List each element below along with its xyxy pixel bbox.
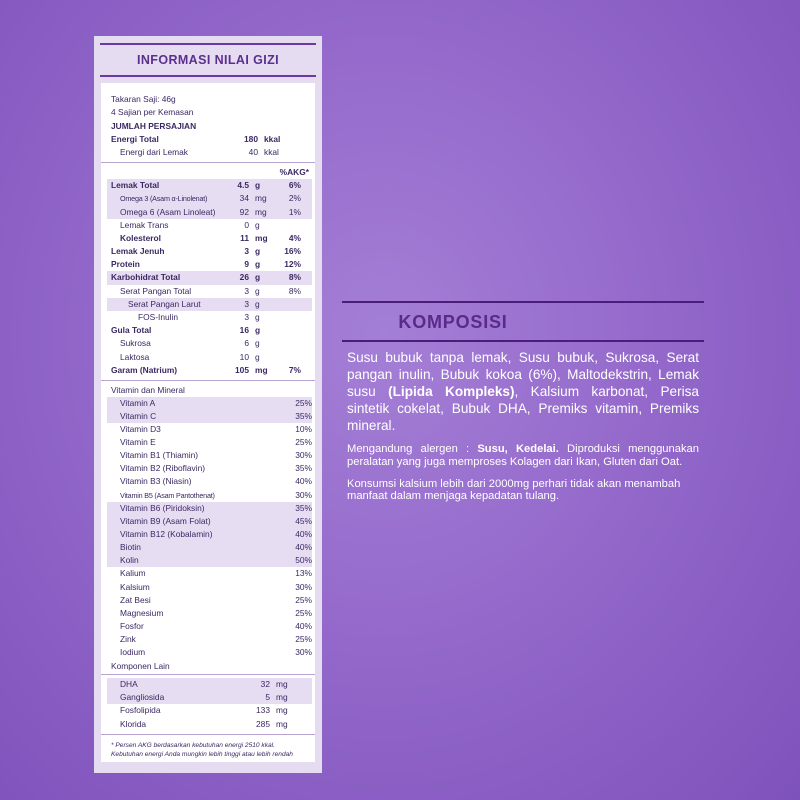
vitamin-row <box>107 502 312 515</box>
nutrient-unit: g <box>255 285 260 296</box>
amount-header: JUMLAH PERSAJIAN <box>111 121 197 132</box>
vitamin-name: Kalsium <box>120 581 150 592</box>
nutrient-row <box>111 351 312 364</box>
vitamin-row <box>111 489 312 502</box>
nutrient-name: Garam (Natrium) <box>111 364 178 375</box>
vitamin-akg: 30% <box>295 581 312 592</box>
nutrient-name: FOS-Inulin <box>138 312 179 323</box>
vitamin-akg: 25% <box>295 397 312 408</box>
vitamin-name: Magnesium <box>120 607 164 618</box>
component-row <box>111 718 312 731</box>
nutrient-name: Gula Total <box>111 325 152 336</box>
nutrient-name: Laktosa <box>120 351 150 362</box>
nutrient-row <box>111 324 312 337</box>
component-list <box>111 678 312 731</box>
nutrient-name: Lemak Total <box>111 180 160 191</box>
vitamin-akg: 25% <box>295 607 312 618</box>
energy-total-unit: kkal <box>264 133 281 144</box>
nutrition-facts-panel <box>94 36 322 773</box>
nutrient-amount: 6 <box>244 338 249 349</box>
nutrient-name: Karbohidrat Total <box>111 272 181 283</box>
komposisi-title: KOMPOSISI <box>398 312 508 332</box>
nutrient-unit: mg <box>255 232 268 243</box>
vitamin-akg: 40% <box>295 620 312 631</box>
nutrient-amount: 3 <box>244 312 249 323</box>
footnote: * Persen AKG berdasarkan kebutuhan energi 2510 kkal. Kebutuhan energi Anda mungkin lebih tinggi atau lebih rendah <box>111 741 293 759</box>
vitamin-row <box>111 423 312 436</box>
nutrient-amount: 3 <box>244 246 249 257</box>
components-header: Komponen Lain <box>111 661 170 672</box>
divider <box>101 162 315 163</box>
vitamin-row <box>107 410 312 423</box>
vitamin-row <box>111 633 312 646</box>
component-row <box>107 691 312 704</box>
vitamin-list <box>111 397 312 660</box>
nutrition-table <box>101 83 315 762</box>
component-unit: mg <box>276 705 288 716</box>
nutrient-akg <box>272 324 301 337</box>
nutrient-name: Omega 3 (Asam α-Linolenat) <box>120 194 208 204</box>
nutrient-amount: 11 <box>240 232 249 243</box>
vitamin-row <box>111 594 312 607</box>
nutrient-unit: g <box>255 219 260 230</box>
nutrient-amount: 105 <box>235 364 249 375</box>
vitamin-name: Vitamin B6 (Piridoksin) <box>120 502 205 513</box>
nutrient-row <box>107 192 312 205</box>
vitamins-header: Vitamin dan Mineral <box>111 384 185 395</box>
nutrient-akg <box>272 351 301 364</box>
akg-header-row <box>111 166 312 179</box>
akg-header: %AKG* <box>279 167 309 178</box>
component-amount: 285 <box>256 718 270 729</box>
nutrient-unit: mg <box>255 206 267 217</box>
nutrient-name: Sukrosa <box>120 338 151 349</box>
vitamin-akg: 40% <box>295 476 312 487</box>
vitamin-akg: 35% <box>295 410 312 421</box>
component-row <box>107 678 312 691</box>
nutrient-unit: g <box>255 272 261 283</box>
nutrient-name: Kolesterol <box>120 232 161 243</box>
component-amount: 5 <box>265 692 270 703</box>
nutrient-amount: 9 <box>244 259 249 270</box>
nutrient-akg <box>272 298 301 311</box>
energy-total-amount: 180 <box>244 133 258 144</box>
component-amount: 133 <box>256 705 270 716</box>
nutrient-akg: 2% <box>288 193 301 204</box>
allergen-suffix: Diproduksi menggunakan peralatan yang juga memproses Kolagen dari Ikan, Gluten dari Oat. <box>347 443 700 469</box>
vitamin-row <box>111 475 312 488</box>
vitamin-row <box>111 607 312 620</box>
vitamin-row <box>107 528 312 541</box>
component-unit: mg <box>276 678 288 689</box>
vitamin-row <box>111 567 312 580</box>
component-name: Fosfolipida <box>120 705 161 716</box>
vitamin-row <box>111 436 312 449</box>
vitamin-akg: 30% <box>295 450 312 461</box>
vitamin-row <box>107 515 312 528</box>
nutrient-akg: 16% <box>284 246 301 257</box>
vitamin-akg: 40% <box>295 542 312 553</box>
nutrient-name: Lemak Jenuh <box>111 246 165 257</box>
component-row <box>111 704 312 717</box>
vitamin-row <box>111 581 312 594</box>
vitamin-name: Vitamin E <box>120 436 156 447</box>
nutrient-unit: g <box>255 246 261 257</box>
nutrient-amount: 4.5 <box>237 180 249 191</box>
vitamin-akg: 25% <box>295 594 312 605</box>
nutrient-row <box>111 337 312 350</box>
nutrient-unit: g <box>255 259 261 270</box>
ingredients-text-2: , Kalsium karbonat, Perisa sintetik cokelat, Bubuk DHA, Premiks vitamin, Premiks mineral. <box>347 384 699 434</box>
ingredients-paragraph <box>347 349 699 434</box>
nutrient-row <box>107 271 312 284</box>
vitamin-name: Kalium <box>120 568 146 579</box>
divider <box>101 674 315 675</box>
vitamin-name: Fosfor <box>120 620 144 631</box>
energy-fat-unit: kkal <box>264 146 279 157</box>
component-amount: 32 <box>260 678 270 689</box>
component-name: Klorida <box>120 718 147 729</box>
vitamin-name: Kolin <box>120 555 139 566</box>
nutrient-name: Omega 6 (Asam Linoleat) <box>120 206 216 217</box>
nutrient-akg: 7% <box>288 364 301 375</box>
vitamin-akg: 45% <box>295 515 312 526</box>
vitamin-row <box>111 620 312 633</box>
divider <box>101 380 315 381</box>
nutrient-akg: 6% <box>288 180 301 191</box>
calcium-note: Konsumsi kalsium lebih dari 2000mg perhari tidak akan menambah manfaat dalam menjaga kepadatan tulang. <box>347 477 681 503</box>
nutrient-unit: g <box>255 180 261 191</box>
nutrient-amount: 34 <box>239 193 249 204</box>
nutrient-row <box>107 179 312 192</box>
vitamin-akg: 30% <box>295 489 312 500</box>
vitamin-row <box>107 397 312 410</box>
component-unit: mg <box>276 718 288 729</box>
vitamin-row <box>111 646 312 659</box>
energy-fat-row <box>111 146 312 159</box>
nutrient-name: Protein <box>111 259 140 270</box>
nutrient-amount: 0 <box>244 219 249 230</box>
vitamin-akg: 35% <box>295 463 312 474</box>
nutrient-amount: 10 <box>239 351 249 362</box>
vitamin-name: Vitamin A <box>120 397 156 408</box>
panel-header <box>100 43 316 77</box>
nutrient-unit: g <box>255 338 260 349</box>
vitamin-akg: 40% <box>295 528 312 539</box>
energy-fat-amount: 40 <box>248 146 258 157</box>
vitamin-name: Vitamin B2 (Riboflavin) <box>120 463 206 474</box>
allergen-paragraph <box>347 443 699 468</box>
nutrient-amount: 3 <box>244 285 249 296</box>
nutrient-row <box>111 245 312 258</box>
vitamin-row <box>111 462 312 475</box>
component-name: DHA <box>120 678 138 689</box>
akg-header-spacer <box>111 166 272 179</box>
nutrient-row <box>111 232 312 245</box>
allergen-prefix: Mengandung alergen : <box>347 443 478 456</box>
servings-per-pack: 4 Sajian per Kemasan <box>111 106 194 117</box>
vitamin-name: Vitamin C <box>120 410 157 421</box>
allergen-bold: Susu, Kedelai. <box>477 443 559 456</box>
komposisi-top-rule <box>342 301 704 303</box>
vitamin-name: Vitamin B5 (Asam Pantothenat) <box>120 490 215 500</box>
nutrient-akg <box>272 219 301 232</box>
nutrient-name: Serat Pangan Larut <box>128 298 201 309</box>
nutrient-unit: g <box>255 351 260 362</box>
vitamin-row <box>111 449 312 462</box>
nutrient-list <box>111 179 312 377</box>
ingredients-text-1: Susu bubuk tanpa lemak, Susu bubuk, Sukrosa, Serat pangan inulin, Bubuk kokoa (6%), Maltodekstrin, Lemak susu <box>347 350 699 400</box>
nutrient-row <box>111 258 312 271</box>
nutrient-amount: 26 <box>239 272 249 283</box>
nutrient-amount: 3 <box>244 298 249 309</box>
nutrient-row <box>111 285 312 298</box>
nutrient-akg: 4% <box>288 232 301 243</box>
nutrient-akg <box>272 337 301 350</box>
komposisi-text <box>347 349 699 503</box>
nutrient-row <box>107 206 312 219</box>
energy-total-row <box>111 133 312 146</box>
nutrient-row <box>111 219 312 232</box>
nutrient-akg: 8% <box>288 272 301 283</box>
nutrient-unit: g <box>255 325 261 336</box>
vitamin-akg: 13% <box>295 568 312 579</box>
nutrient-amount: 92 <box>239 206 249 217</box>
nutrient-unit: mg <box>255 364 268 375</box>
vitamin-name: Vitamin B3 (Niasin) <box>120 476 192 487</box>
vitamin-row <box>107 541 312 554</box>
nutrient-akg: 12% <box>284 259 301 270</box>
ingredients-bold: (Lipida Kompleks) <box>388 384 515 400</box>
nutrient-row <box>111 311 312 324</box>
vitamin-row <box>107 554 312 567</box>
vitamin-akg: 35% <box>295 502 312 513</box>
vitamin-name: Zink <box>120 634 136 645</box>
nutrient-name: Lemak Trans <box>120 219 169 230</box>
nutrient-akg <box>272 311 301 324</box>
panel-title: INFORMASI NILAI GIZI <box>136 53 280 67</box>
komposisi-bottom-rule <box>342 340 704 342</box>
nutrient-amount: 16 <box>239 325 249 336</box>
vitamin-akg: 50% <box>295 555 312 566</box>
energy-total-name: Energi Total <box>111 133 159 144</box>
vitamin-akg: 10% <box>295 423 312 434</box>
vitamin-name: Zat Besi <box>120 594 151 605</box>
vitamin-name: Biotin <box>120 542 141 553</box>
nutrient-row <box>111 364 312 377</box>
energy-fat-name: Energi dari Lemak <box>120 146 188 157</box>
nutrient-row <box>107 298 312 311</box>
nutrient-name: Serat Pangan Total <box>120 285 192 296</box>
component-unit: mg <box>276 692 288 703</box>
vitamin-name: Vitamin D3 <box>120 423 161 434</box>
nutrient-unit: g <box>255 312 260 323</box>
divider <box>101 734 315 735</box>
component-name: Gangliosida <box>120 692 165 703</box>
vitamin-name: Iodium <box>120 647 146 658</box>
serving-size: Takaran Saji: 46g <box>111 94 176 104</box>
vitamin-name: Vitamin B1 (Thiamin) <box>120 450 199 461</box>
vitamin-akg: 25% <box>295 436 312 447</box>
vitamin-name: Vitamin B12 (Kobalamin) <box>120 528 213 539</box>
nutrient-akg: 1% <box>288 206 301 217</box>
vitamin-akg: 25% <box>295 634 312 645</box>
nutrient-akg: 8% <box>288 285 301 296</box>
vitamin-name: Vitamin B9 (Asam Folat) <box>120 515 211 526</box>
nutrient-unit: mg <box>255 193 267 204</box>
nutrient-unit: g <box>255 298 260 309</box>
vitamin-akg: 30% <box>295 647 312 658</box>
